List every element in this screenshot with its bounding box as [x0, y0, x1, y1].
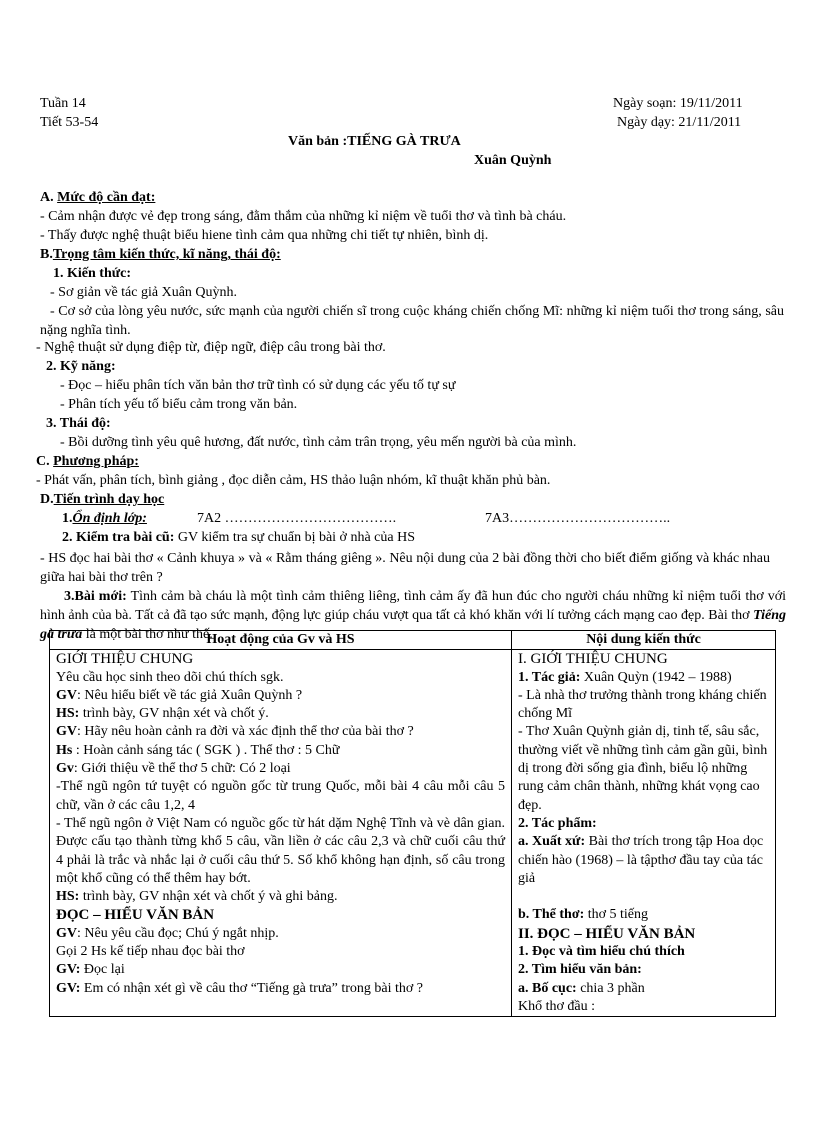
attitude-heading: 3. Thái độ:: [46, 416, 111, 431]
table-row: [50, 650, 776, 1017]
author-info: [518, 669, 769, 687]
activities-line: Yêu cầu học sinh theo dõi chú thích sgk.: [56, 669, 284, 685]
activities-paragraph: -Thể ngũ ngôn tứ tuyệt có nguồn gốc từ trung Quốc, mỗi bài 4 câu mỗi câu 5 chữ, vần ở các câu 1,2, 4: [56, 779, 505, 813]
activities-line: Gọi 2 Hs kế tiếp nhau đọc bài thơ: [56, 944, 245, 960]
knowledge-heading: 1. Kiến thức:: [53, 266, 132, 281]
work-heading: 2. Tác phẩm:: [518, 815, 597, 831]
activities-line: [56, 980, 505, 998]
content-paragraph: - Là nhà thơ trưởng thành trong kháng chiến chống Mĩ: [518, 687, 767, 722]
skills-heading: 2. Kỹ năng:: [46, 359, 116, 374]
section-d-title: Tiến trình dạy học: [53, 492, 165, 507]
content-subheading: 2. Tìm hiểu văn bản:: [518, 962, 642, 978]
section-a-label: A.: [40, 190, 54, 205]
section-c-label: C.: [36, 454, 50, 469]
content-paragraph: - Thơ Xuân Quỳnh giản dị, tinh tế, sâu sắc, thường viết về những tình cảm gần gũi, bình dị trong đời sống gia đình, biểu lộ những rung cảm chân thành, những khát vọng cao đẹp.: [518, 724, 768, 813]
activities-line: [56, 888, 505, 906]
structure-tag: a. Bố cục:: [518, 980, 577, 996]
section-b-label: B.: [40, 247, 53, 262]
activities-line: [56, 723, 505, 741]
activities-line: [56, 961, 505, 979]
student-response: trình bày, GV nhận xét và chốt ý và ghi bảng.: [79, 889, 338, 905]
title-prefix: Văn bản :: [288, 134, 348, 149]
skills-line-1: - Đọc – hiểu phân tích văn bản thơ trữ tình có sử dụng các yếu tố tự sự: [60, 378, 456, 393]
activities-line: [56, 687, 505, 705]
knowledge-line-1: - Sơ giản về tác giả Xuân Quỳnh.: [50, 285, 238, 300]
activities-line: [56, 760, 505, 778]
origin-tag: a. Xuất xứ:: [518, 834, 586, 850]
step-3-heading: 3.Bài mới:: [64, 589, 127, 604]
student-tag: Hs: [56, 742, 73, 758]
teacher-tag: Gv: [56, 761, 74, 777]
activities-heading-intro: GIỚI THIỆU CHUNG: [56, 651, 194, 668]
stanza-label: Khổ thơ đầu :: [518, 998, 596, 1014]
student-tag: HS:: [56, 889, 80, 905]
content-heading-reading: II. ĐỌC – HIỂU VĂN BẢN: [518, 925, 696, 942]
content-subheading: 1. Đọc và tìm hiểu chú thích: [518, 944, 685, 960]
teacher-question: Em có nhận xét gì về câu thơ “Tiếng gà trưa” trong bài thơ ?: [80, 980, 424, 996]
lesson-table: [49, 630, 776, 1017]
teacher-note: : Giới thiệu về thể thơ 5 chữ: Có 2 loại: [73, 761, 291, 777]
teacher-tag: GV:: [56, 962, 81, 978]
step-1-heading: Ổn định lớp:: [72, 511, 147, 526]
author-name: Xuân Quỳnh: [474, 153, 552, 168]
structure-text: chia 3 phần: [576, 980, 645, 996]
section-b-heading: [40, 247, 281, 263]
form-text: thơ 5 tiếng: [584, 907, 649, 923]
column-header-activities: Hoạt động của Gv và HS: [50, 631, 512, 650]
form-tag: b. Thể thơ:: [518, 907, 585, 923]
origin-info: [518, 833, 769, 888]
teacher-question: : Nêu hiểu biết về tác giả Xuân Quỳnh ?: [77, 687, 303, 703]
form-info: [518, 906, 769, 924]
teacher-tag: GV: [56, 925, 77, 941]
step-1: [62, 511, 147, 527]
content-cell: [512, 650, 776, 1017]
skills-line-2: - Phân tích yếu tố biểu cảm trong văn bản.: [60, 397, 298, 412]
table-header-row: [50, 631, 776, 650]
week-label: Tuần 14: [40, 96, 86, 111]
date-prepared: Ngày soạn: 19/11/2011: [613, 96, 743, 111]
section-a-line-1: - Cảm nhận được vẻ đẹp trong sáng, đằm thắm của những kỉ niệm về tuổi thơ và tình bà cháu.: [40, 209, 567, 224]
section-c-title: Phương pháp:: [53, 454, 139, 469]
section-c-heading: [36, 454, 139, 470]
poem-title: Tiếng gà trưa: [40, 608, 786, 642]
activities-line: [56, 742, 505, 760]
date-taught: Ngày dạy: 21/11/2011: [617, 115, 742, 130]
author-tag: 1. Tác giả:: [518, 669, 581, 685]
teacher-tag: GV: [56, 724, 77, 740]
student-response: : Hoàn cảnh sáng tác ( SGK ) . Thể thơ : 5 Chữ: [72, 742, 340, 758]
section-a-heading: [40, 190, 155, 206]
structure-info: [518, 980, 769, 998]
content-heading-intro: I. GIỚI THIỆU CHUNG: [518, 651, 668, 668]
step-3-text: Tình cảm bà cháu là một tình cảm thiêng liêng, tình cảm ấy đã hun đúc cho người cháu những kỉ niệm tuổi thơ với hình ảnh của bà. Tất cả đã tạo sức mạnh, động lực giúp cháu vượt qua tất cả khó khăn với lí tưởng cách mạng cao đẹp. Bài thơ: [40, 589, 786, 623]
activities-heading-reading: ĐỌC – HIỂU VĂN BẢN: [56, 907, 215, 924]
step-2-text: GV kiểm tra sự chuẩn bị bài ở nhà của HS: [174, 530, 415, 545]
author-years: Xuân Quỳn (1942 – 1988): [580, 669, 732, 685]
section-c-text: - Phát vấn, phân tích, bình giảng , đọc diễn cảm, HS thảo luận nhóm, kĩ thuật khăn phủ bàn.: [36, 473, 551, 488]
step-2: [62, 530, 415, 546]
step-2-heading: 2. Kiểm tra bài cũ:: [62, 530, 175, 545]
attitude-line-1: - Bồi dưỡng tình yêu quê hương, đất nước, tình cảm trân trọng, yêu mến người bà của mình.: [60, 435, 577, 450]
section-d-heading: [40, 492, 164, 508]
knowledge-line-2: - Cơ sở của lòng yêu nước, sức mạnh của người chiến sĩ trong cuộc kháng chiến chống Mĩ: những kỉ niệm tuổi thơ trong sáng, sâu nặng nghĩa tình.: [40, 304, 784, 338]
title-text: TIẾNG GÀ TRƯA: [347, 134, 461, 149]
section-d-label: D.: [40, 492, 54, 507]
activities-paragraph: - Thể ngũ ngôn ở Việt Nam có nguồc gốc từ hát dặm Nghệ Tĩnh và vè dân gian. Được cấu tạo thành từng khổ 5 câu, vần liền ở các câu 2,3 và chữ cuối câu thứ 4 phải là trắc và nhắc lại ở cuối câu thứ 5. Số khổ không hạn định, số câu trong một khổ cũng có thể thêm hay bớt.: [56, 815, 505, 886]
activities-line: [56, 925, 505, 943]
spacer: [518, 888, 769, 906]
section-a-title: Mức độ cần đạt:: [57, 190, 156, 205]
section-a-line-2: - Thấy được nghệ thuật biểu hiene tình cảm qua những chi tiết tự nhiên, bình dị.: [40, 228, 489, 243]
step-2-question: - HS đọc hai bài thơ « Cảnh khuya » và « Rằm tháng giêng ». Nêu nội dung của 2 bài đồng thời cho biết điểm giống và khác nhau giữa hai bài thơ trên ?: [40, 551, 770, 585]
teacher-instruction: : Nêu yêu cầu đọc; Chú ý ngắt nhịp.: [77, 925, 279, 941]
step-3-end: là một bài thơ như thế.: [82, 627, 213, 642]
class-7a2: 7A2 ……………………………….: [197, 511, 397, 526]
column-header-content: Nội dung kiến thức: [512, 631, 776, 650]
origin-text: Bài thơ trích trong tập Hoa dọc chiến hào (1968) – là tậpthơ đầu tay của tác giả: [518, 834, 764, 886]
section-b-title: Trọng tâm kiến thức, kĩ năng, thái độ:: [52, 247, 281, 262]
period-label: Tiết 53-54: [40, 115, 99, 130]
student-tag: HS:: [56, 706, 80, 722]
activities-line: [56, 705, 505, 723]
teacher-question: : Hãy nêu hoàn cảnh ra đời và xác định thể thơ của bài thơ ?: [77, 724, 414, 740]
document-title: [288, 134, 461, 150]
teacher-tag: GV:: [56, 980, 81, 996]
activities-cell: [50, 650, 512, 1017]
step-1-label: 1.: [62, 511, 73, 526]
knowledge-line-3: - Nghệ thuật sử dụng điệp từ, điệp ngữ, điệp câu trong bài thơ.: [36, 340, 386, 355]
teacher-tag: GV: [56, 687, 77, 703]
student-response: trình bày, GV nhận xét và chốt ý.: [79, 706, 269, 722]
class-7a3: 7A3……………………………..: [485, 511, 671, 526]
teacher-instruction: Đọc lại: [80, 962, 125, 978]
